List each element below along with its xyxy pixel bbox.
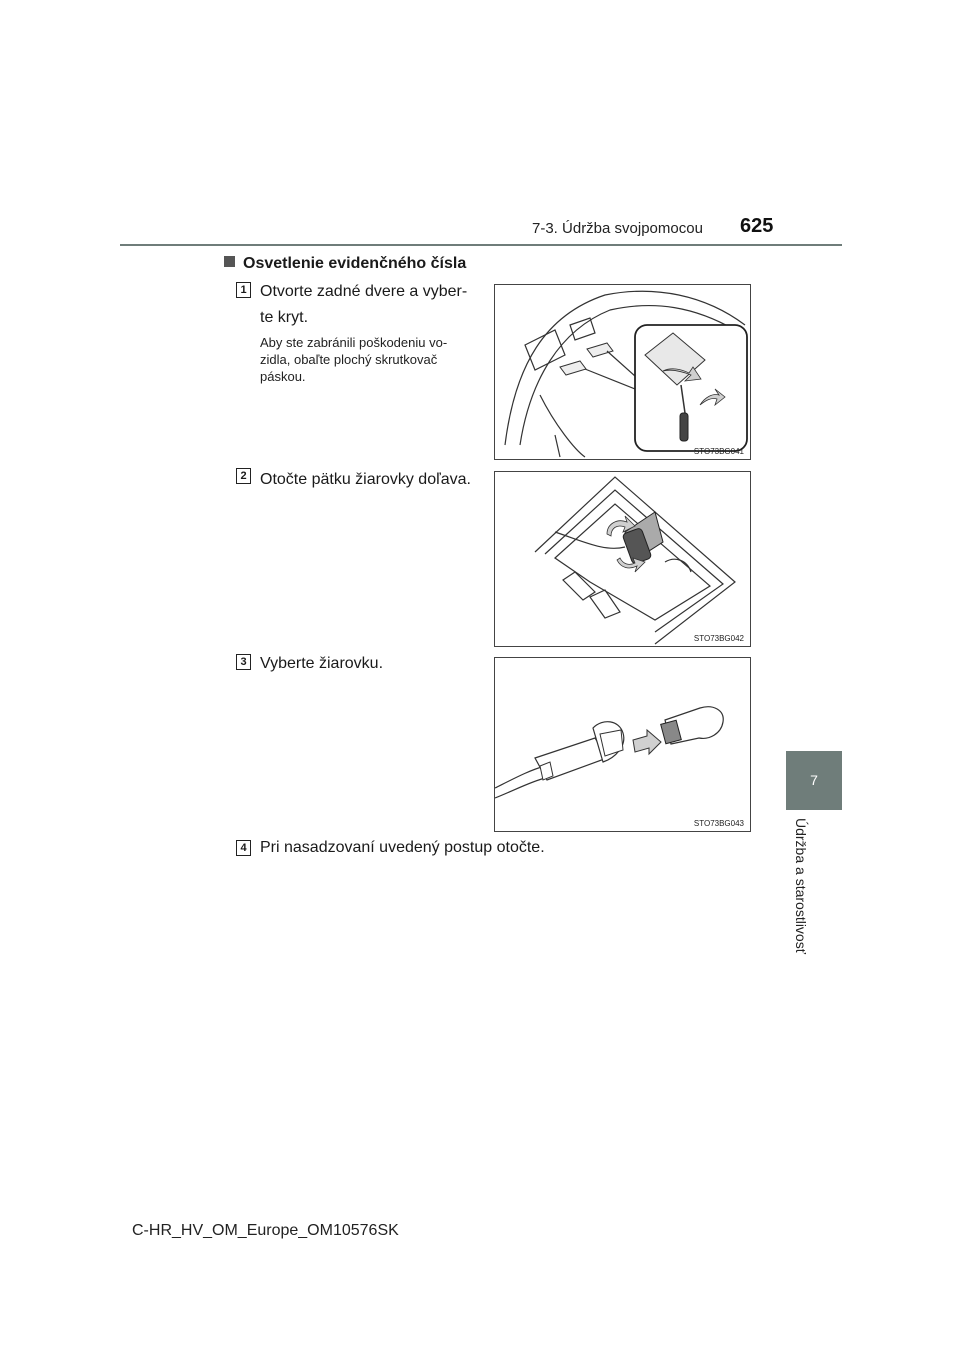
step-number-2: 2: [236, 468, 251, 484]
page-number: 625: [740, 215, 774, 237]
step-4-text: Pri nasadzovaní uvedený postup otočte.: [260, 839, 545, 856]
figure-open-tailgate-cover: [494, 284, 751, 460]
section-title: [224, 255, 466, 273]
header-section-title: 7-3. Údržba svojpomocou: [532, 220, 703, 237]
step-2-text: Otočte pätku žiarovky doľava.: [260, 471, 471, 488]
square-bullet-icon: [224, 256, 235, 267]
step-number-3: 3: [236, 654, 251, 670]
figure-code-2: STO73BG042: [693, 634, 744, 643]
chapter-tab: 7: [786, 751, 842, 810]
document-code-footer: C-HR_HV_OM_Europe_OM10576SK: [132, 1222, 399, 1239]
step-1-note-line-3: páskou.: [260, 369, 306, 384]
step-1-note-line-1: Aby ste zabránili poškodeniu vo-: [260, 335, 448, 350]
chapter-title: Údržba a starostlivosť: [793, 818, 809, 954]
step-1-text-line-2: te kryt.: [260, 309, 309, 326]
header-divider: [120, 244, 842, 246]
figure-remove-bulb: [494, 657, 751, 832]
section-title-text: Osvetlenie evidenčného čísla: [243, 255, 467, 272]
step-1-text-line-1: Otvorte zadné dvere a vyber-: [260, 283, 468, 300]
figure-turn-bulb-base: [494, 471, 751, 647]
bulb-removal-illustration: [495, 658, 750, 831]
figure-code-1: STO73BG041: [693, 447, 744, 456]
step-number-1: 1: [236, 282, 251, 298]
step-3-text: Vyberte žiarovku.: [260, 655, 384, 672]
step-1-note-line-2: zidla, obaľte plochý skrutkovač: [260, 352, 438, 367]
step-number-4: 4: [236, 840, 251, 856]
tailgate-illustration: [495, 285, 750, 459]
figure-code-3: STO73BG043: [693, 819, 744, 828]
bulb-base-illustration: [495, 472, 750, 646]
